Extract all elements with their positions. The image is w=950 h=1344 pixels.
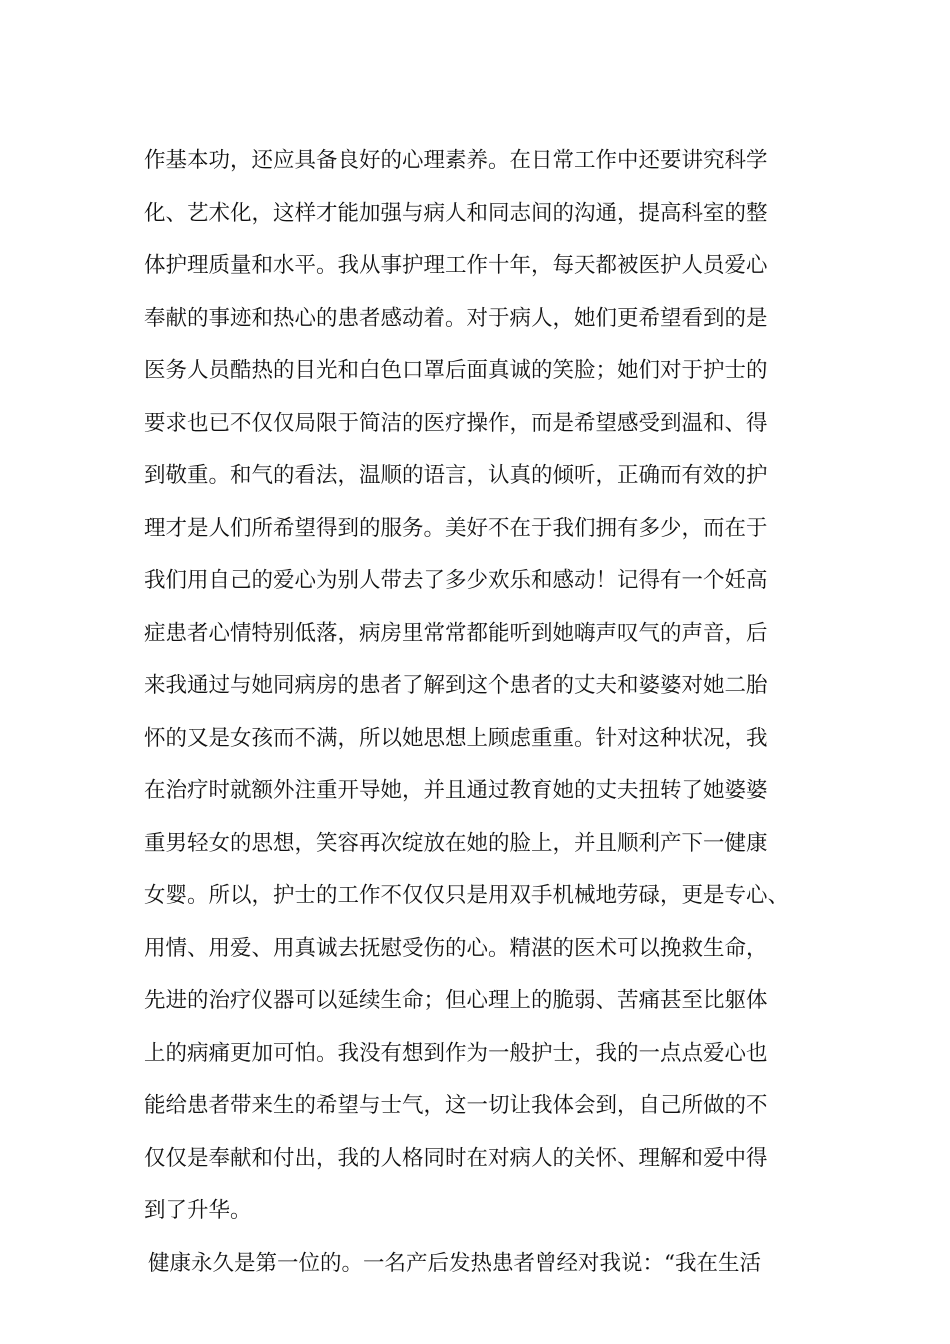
text-line: 用情、用爱、用真诚去抚慰受伤的心。精湛的医术可以挽救生命， bbox=[144, 935, 768, 961]
text-line: 先进的治疗仪器可以延续生命；但心理上的脆弱、苦痛甚至比躯体 bbox=[144, 988, 768, 1013]
text-line: 能给患者带来生的希望与士气，这一切让我体会到，自己所做的不 bbox=[144, 1093, 768, 1118]
text-line: 到敬重。和气的看法，温顺的语言，认真的倾听，正确而有效的护 bbox=[144, 463, 768, 488]
body-text bbox=[144, 135, 824, 1290]
text-line: 在治疗时就额外注重开导她，并且通过教育她的丈夫扭转了她婆婆 bbox=[144, 778, 768, 803]
text-line: 我们用自己的爱心为别人带去了多少欢乐和感动！记得有一个妊高 bbox=[144, 568, 768, 593]
text-line: 症患者心情特别低落，病房里常常都能听到她嗨声叹气的声音，后 bbox=[144, 620, 768, 646]
paragraph-start-line: 健康永久是第一位的。一名产后发热患者曾经对我说：“我在生活 bbox=[148, 1250, 761, 1276]
text-line: 重男轻女的思想，笑容再次绽放在她的脸上，并且顺利产下一健康 bbox=[144, 830, 768, 856]
text-line: 奉献的事迹和热心的患者感动着。对于病人，她们更希望看到的是 bbox=[144, 305, 768, 331]
text-line: 仅仅是奉献和付出，我的人格同时在对病人的关怀、理解和爱中得 bbox=[144, 1145, 768, 1171]
text-line: 到了升华。 bbox=[144, 1198, 252, 1223]
text-line: 来我通过与她同病房的患者了解到这个患者的丈夫和婆婆对她二胎 bbox=[144, 673, 768, 698]
text-line: 化、艺术化，这样才能加强与病人和同志间的沟通，提高科室的整 bbox=[144, 200, 768, 226]
text-line: 作基本功，还应具备良好的心理素养。在日常工作中还要讲究科学 bbox=[144, 148, 768, 173]
text-line: 体护理质量和水平。我从事护理工作十年，每天都被医护人员爱心 bbox=[144, 253, 768, 278]
text-line: 理才是人们所希望得到的服务。美好不在于我们拥有多少，而在于 bbox=[144, 515, 768, 541]
text-line: 要求也已不仅仅局限于简洁的医疗操作，而是希望感受到温和、得 bbox=[144, 410, 768, 436]
text-line: 医务人员酷热的目光和白色口罩后面真诚的笑脸；她们对于护士的 bbox=[144, 358, 768, 383]
text-line: 上的病痛更加可怕。我没有想到作为一般护士，我的一点点爱心也 bbox=[144, 1040, 768, 1066]
text-line: 怀的又是女孩而不满，所以她思想上顾虑重重。针对这种状况，我 bbox=[144, 725, 768, 751]
text-line: 女婴。所以，护士的工作不仅仅只是用双手机械地劳碌，更是专心、 bbox=[144, 883, 790, 908]
